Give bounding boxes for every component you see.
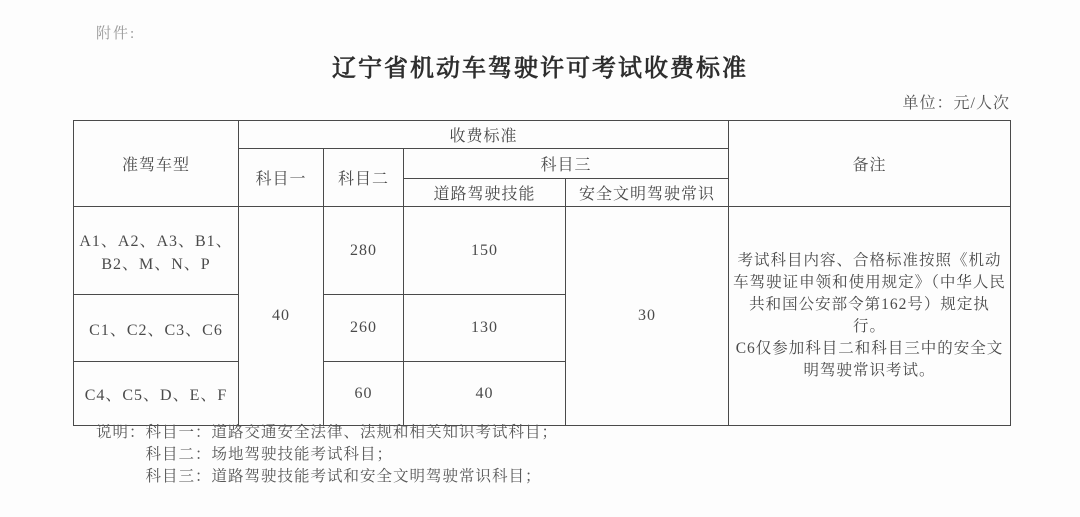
subject2-fee-cell: 280	[324, 207, 404, 295]
header-subject1: 科目一	[239, 149, 324, 207]
page-title: 辽宁省机动车驾驶许可考试收费标准	[332, 56, 748, 82]
road-skill-fee-cell: 40	[404, 362, 566, 426]
vehicle-types-cell: C1、C2、C3、C6	[74, 295, 239, 362]
remarks-paragraph-1: 考试科目内容、合格标准按照《机动车驾驶证申领和使用规定》（中华人民共和国公安部令第162号）规定执行。	[733, 252, 1006, 335]
attachment-label: 附件:	[96, 26, 137, 42]
remarks-paragraph-2: C6仅参加科目二和科目三中的安全文明驾驶常识考试。	[735, 340, 1004, 379]
road-skill-fee-cell: 130	[404, 295, 566, 362]
header-remarks: 备注	[729, 121, 1011, 207]
table-row	[74, 207, 1011, 295]
explanatory-notes	[96, 422, 558, 488]
vehicle-types-cell: A1、A2、A3、B1、B2、M、N、P	[74, 207, 239, 295]
header-fee-standard: 收费标准	[239, 121, 729, 149]
subject2-fee-cell: 260	[324, 295, 404, 362]
header-subject2: 科目二	[324, 149, 404, 207]
safe-knowledge-fee-cell: 30	[566, 207, 729, 426]
header-row-1	[74, 121, 1011, 149]
header-subject3: 科目三	[404, 149, 729, 179]
fee-standard-table	[73, 120, 1011, 426]
header-road-driving-skill: 道路驾驶技能	[404, 179, 566, 207]
vehicle-types-cell: C4、C5、D、E、F	[74, 362, 239, 426]
note-line-subject2: 科目二：场地驾驶技能考试科目；	[145, 446, 394, 463]
header-safe-civilized-knowledge: 安全文明驾驶常识	[566, 179, 729, 207]
road-skill-fee-cell: 150	[404, 207, 566, 295]
note-line-subject1: 科目一：道路交通安全法律、法规和相关知识考试科目；	[145, 424, 559, 441]
notes-prefix: 说明：	[96, 424, 146, 441]
remarks-cell	[729, 207, 1011, 426]
subject1-fee-cell: 40	[239, 207, 324, 426]
unit-note: 单位：元/人次	[902, 95, 1010, 112]
note-line-subject3: 科目三：道路驾驶技能考试和安全文明驾驶常识科目；	[145, 468, 542, 485]
header-vehicle-type: 准驾车型	[74, 121, 239, 207]
subject2-fee-cell: 60	[324, 362, 404, 426]
